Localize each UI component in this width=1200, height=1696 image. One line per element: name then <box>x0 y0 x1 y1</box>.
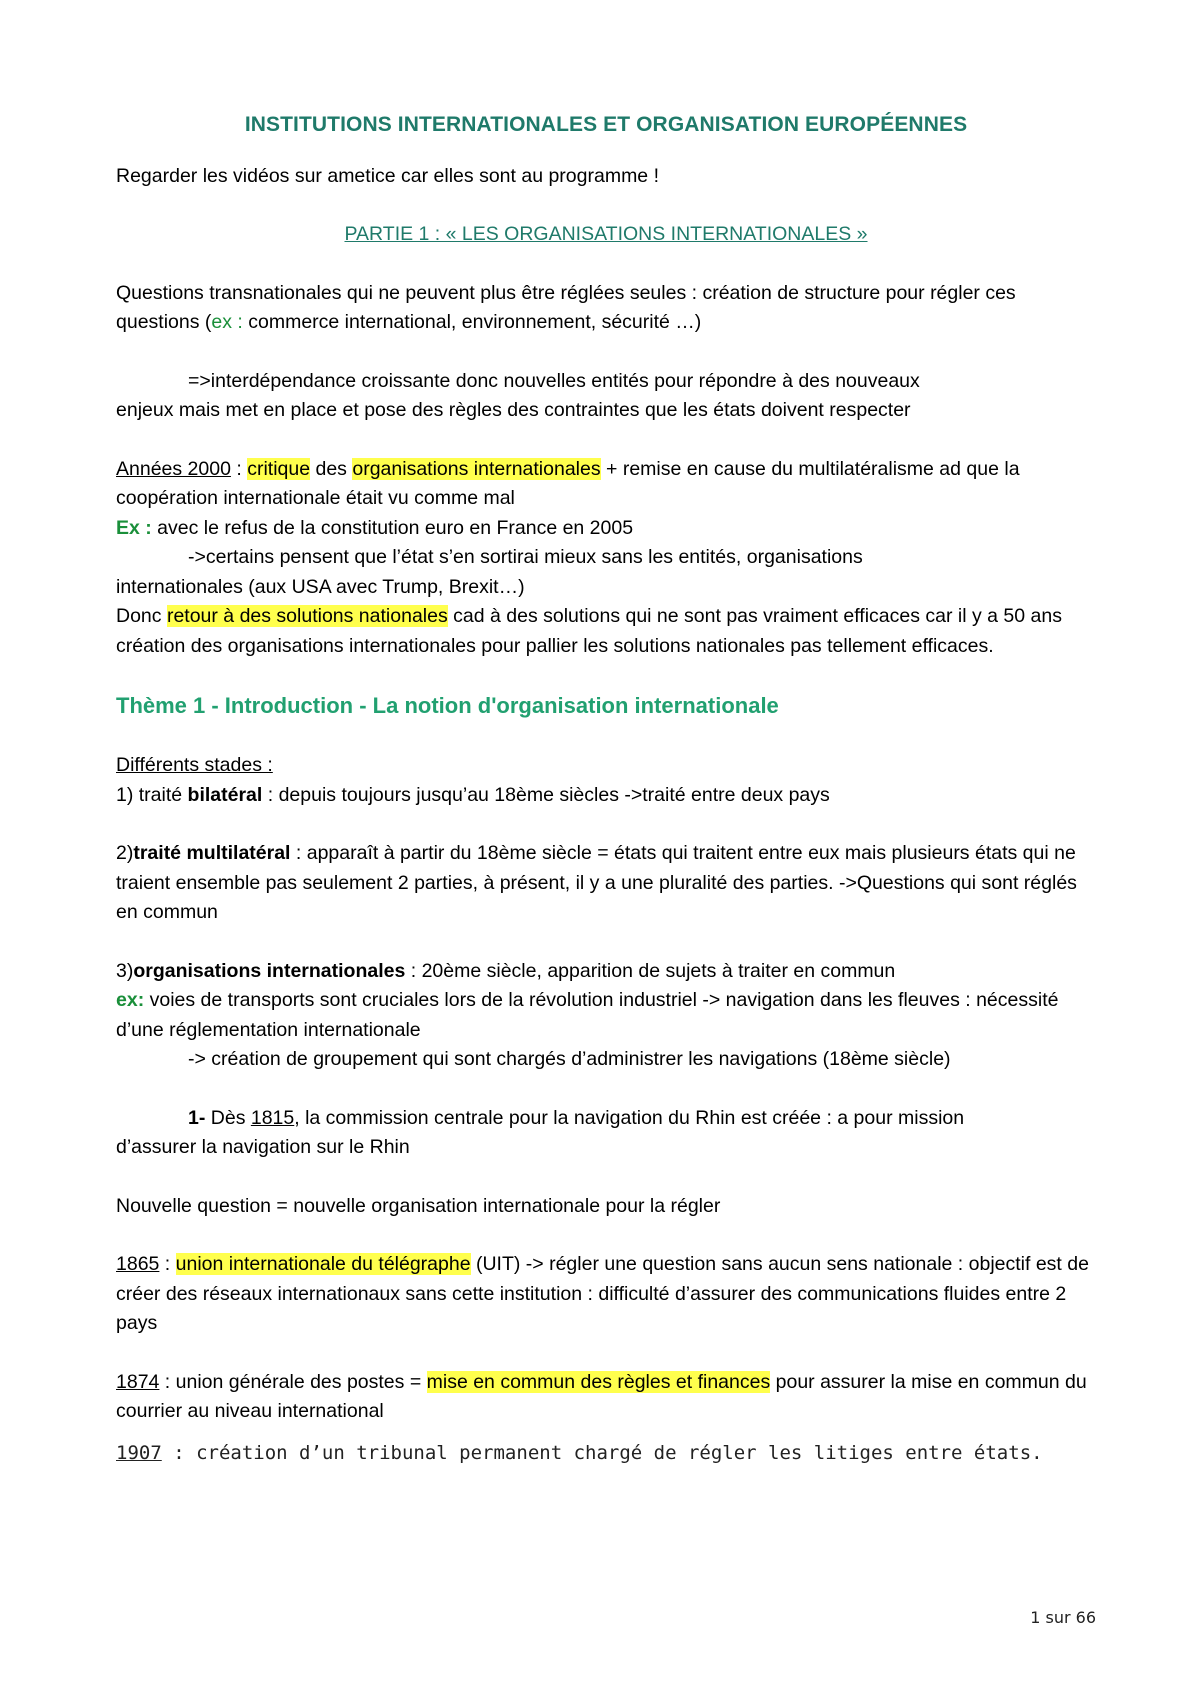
stade-1-rest: : depuis toujours jusqu’au 18ème siècles ->traité entre deux pays <box>262 783 830 806</box>
stade-3-num: 3) <box>116 959 134 982</box>
uit-year: 1865 <box>116 1253 160 1275</box>
stade-3-rest: : 20ème siècle, apparition de sujets à traiter en commun <box>405 959 896 982</box>
postes-a: : union générale des postes = <box>159 1370 427 1393</box>
p1-ex-label: ex : <box>211 311 243 333</box>
paragraph-donc <box>116 602 1096 661</box>
paragraph-tribunal <box>116 1439 1096 1469</box>
partie-heading: PARTIE 1 : « LES ORGANISATIONS INTERNATIONALES » <box>344 223 868 245</box>
document-title: INSTITUTIONS INTERNATIONALES ET ORGANISATION EUROPÉENNES <box>244 113 968 136</box>
p2-line1: =>interdépendance croissante donc nouvelles entités pour répondre à des nouveaux <box>188 369 920 392</box>
nouvelle-question: Nouvelle question = nouvelle organisation internationale pour la régler <box>116 1194 721 1217</box>
stade-3-ex-text: voies de transports sont cruciales lors de la révolution industriel -> navigation dans les fleuves : nécessité d’une réglementation internationale <box>116 989 1059 1041</box>
stade-2-num: 2) <box>116 842 134 864</box>
annees-date: Années 2000 <box>116 457 231 480</box>
stade-1-num: 1) traité <box>116 783 188 806</box>
annees-rest: + remise en cause du multilatéralisme ad que la coopération internationale était vu comme mal <box>116 457 1020 509</box>
stade-1-bold: bilatéral <box>187 783 263 806</box>
rhin-rest1: , la commission centrale pour la navigation du Rhin est créée : a pour mission <box>294 1106 965 1129</box>
stade-3-arrow: -> création de groupement qui sont chargés d’administrer les navigations (18ème siècle) <box>188 1048 951 1070</box>
stades-heading: Différents stades : <box>116 754 273 776</box>
donc-word: Donc <box>116 605 167 627</box>
p2-line2: enjeux mais met en place et pose des règles des contraintes que les états doivent respecter <box>116 399 911 421</box>
intro-text: Regarder les vidéos sur ametice car elles sont au programme ! <box>116 164 659 187</box>
stade-3-example <box>116 986 1096 1045</box>
rhin-year: 1815 <box>250 1106 295 1129</box>
stade-2-bold: traité multilatéral <box>133 842 291 864</box>
document-page <box>116 110 1096 1468</box>
stade-3 <box>116 957 1096 987</box>
tribunal-year: 1907 <box>116 1441 162 1464</box>
p1-text-a: Questions transnationales qui ne peuvent plus être réglées seules : création de structure pour régler ces questions ( <box>116 281 1016 333</box>
rhin-line1 <box>116 1104 1096 1134</box>
annees-des: des <box>310 457 353 480</box>
annees-arrow1: ->certains pensent que l’état s’en sortirai mieux sans les entités, organisations <box>188 546 863 568</box>
annees-sep: : <box>230 457 248 480</box>
stade-2 <box>116 839 1096 928</box>
stade-3-ex-label: ex: <box>116 989 145 1011</box>
rhin-num: 1- <box>188 1106 206 1129</box>
stade-3-bold: organisations internationales <box>133 959 406 982</box>
uit-sep: : <box>159 1253 176 1275</box>
stade-1 <box>116 781 1096 811</box>
theme-heading: Thème 1 - Introduction - La notion d'organisation internationale <box>116 693 779 718</box>
tribunal-rest: : création d’un tribunal permanent chargé de régler les litiges entre états. <box>161 1441 1043 1464</box>
postes-year: 1874 <box>116 1370 160 1393</box>
paragraph-annees <box>116 455 1096 514</box>
paragraph-postes <box>116 1368 1096 1427</box>
postes-b: pour assurer la mise en commun du courrier au niveau international <box>116 1370 1087 1422</box>
paragraph-questions <box>116 279 1096 338</box>
highlight-critique: critique <box>247 457 311 480</box>
uit-rest: (UIT) -> régler une question sans aucun sens nationale : objectif est de créer des réseaux internationaux sans cette institution : difficulté d’assurer des communications fluides entre 2 pays <box>116 1253 1089 1334</box>
highlight-postes: mise en commun des règles et finances <box>426 1370 771 1393</box>
p1-text-b: commerce international, environnement, sécurité …) <box>242 311 702 333</box>
donc-rest: cad à des solutions qui ne sont pas vraiment efficaces car il y a 50 ans création des organisations internationales pour pallier les solutions nationales pas tellement efficaces. <box>116 605 1062 657</box>
highlight-organisations: organisations internationales <box>352 457 601 480</box>
annees-arrow2: internationales (aux USA avec Trump, Brexit…) <box>116 575 525 598</box>
rhin-des: Dès <box>205 1106 251 1129</box>
highlight-retour: retour à des solutions nationales <box>166 605 448 627</box>
page-number: 1 sur 66 <box>1030 1608 1096 1627</box>
ex-text: avec le refus de la constitution euro en France en 2005 <box>151 516 634 539</box>
highlight-uit: union internationale du télégraphe <box>175 1253 471 1275</box>
annees-example <box>116 514 1096 544</box>
stade-2-rest: : apparaît à partir du 18ème siècle = états qui traitent entre eux mais plusieurs états qui ne traient ensemble pas seulement 2 parties, à présent, il y a une pluralité des parties. ->Questions qui sont réglés en commun <box>116 842 1077 923</box>
rhin-line2: d’assurer la navigation sur le Rhin <box>116 1136 410 1158</box>
ex-label: Ex : <box>116 516 152 539</box>
paragraph-uit <box>116 1250 1096 1339</box>
